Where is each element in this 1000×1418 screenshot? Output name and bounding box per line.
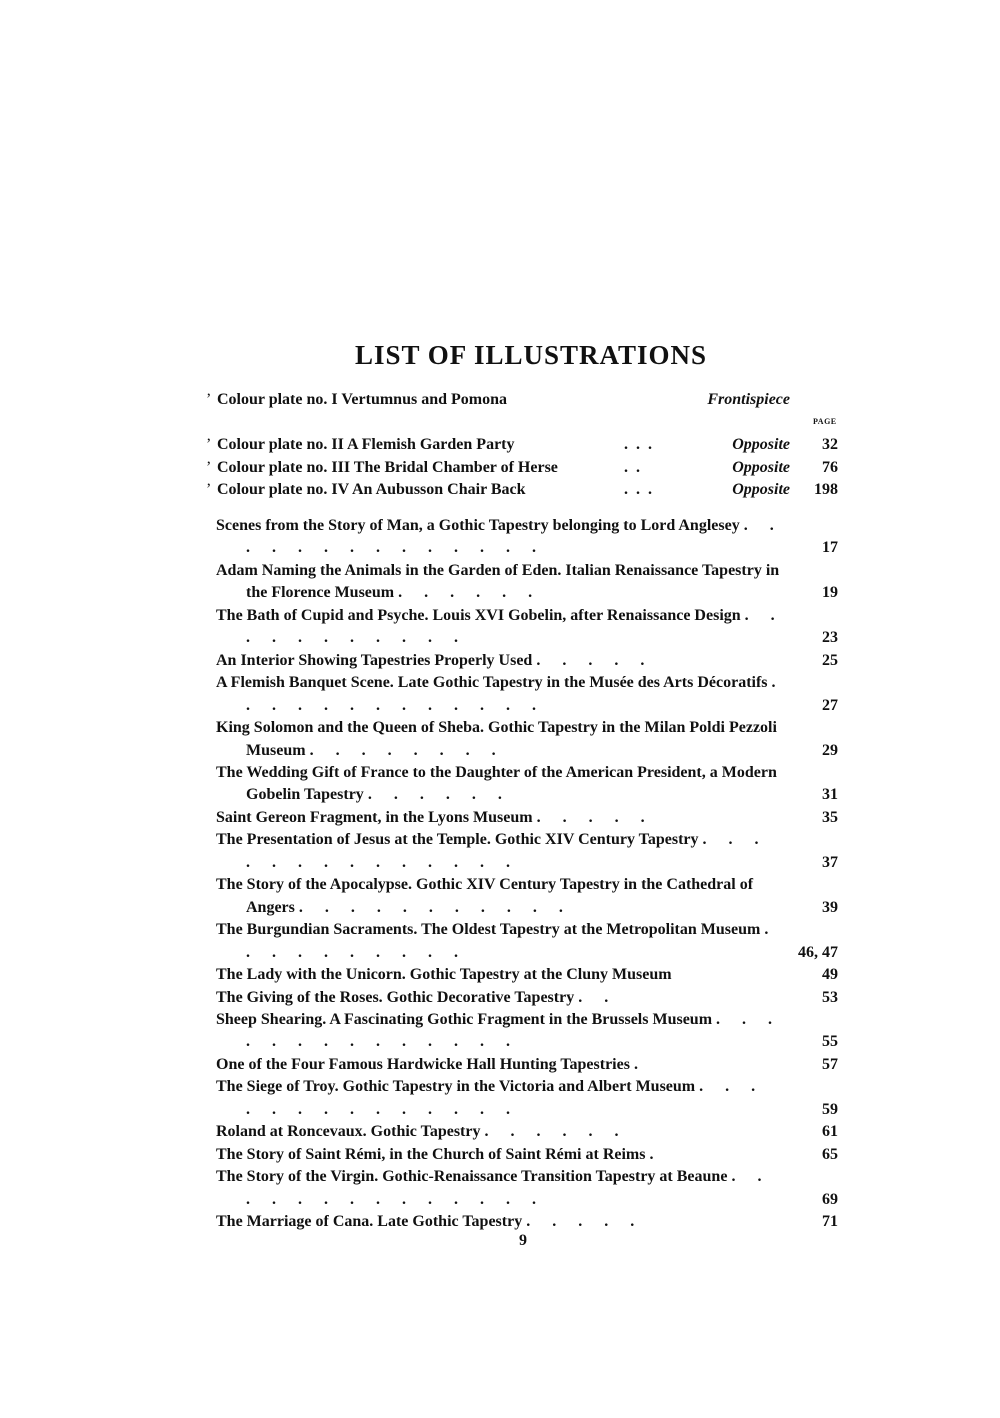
illustration-page-number: 25: [822, 651, 838, 669]
leader-dots: .: [649, 1145, 663, 1163]
plate-title: Colour plate no. II A Flemish Garden Party: [217, 436, 515, 453]
illustration-title: The Lady with the Unicorn. Gothic Tapestry at the Cluny Museum: [216, 966, 672, 984]
illustration-page-number: 29: [822, 741, 838, 759]
illustration-title: Saint Gereon Fragment, in the Lyons Museum: [216, 808, 533, 826]
leader-dots: . . . . . . . . . . . . . .: [246, 831, 768, 871]
illustration-page-number: 71: [822, 1213, 838, 1231]
leader-dots: . . . . . . . .: [309, 741, 505, 759]
illustration-page-number: 55: [822, 1033, 838, 1051]
leader-dots: . . . . . . . . . . . . . .: [246, 1168, 771, 1208]
leader-dots: . . . . . . . . . . . . . .: [246, 517, 783, 557]
leader-dots: . . .: [624, 436, 654, 453]
plate-position: Opposite: [732, 481, 790, 498]
plate-title: Colour plate no. III The Bridal Chamber of Herse: [217, 459, 558, 476]
illustration-entry: [216, 762, 838, 807]
illustration-page-number: 53: [822, 988, 838, 1006]
leader-dots: . . . . . . . . . . . . . .: [246, 1078, 765, 1118]
plate-mark: ’: [206, 459, 212, 476]
illustration-entry: [216, 1211, 838, 1233]
illustration-entry: [216, 1144, 838, 1166]
illustration-entry: [216, 919, 838, 964]
illustration-page-number: 17: [822, 539, 838, 557]
illustration-title: The Story of the Apocalypse. Gothic XIV Century Tapestry in the Cathedral of Angers: [216, 876, 754, 916]
illustration-entry: [216, 807, 838, 829]
illustration-page-number: 65: [822, 1145, 838, 1163]
illustration-entry: [216, 1121, 838, 1143]
illustration-entry: [216, 1076, 838, 1121]
illustration-page-number: 61: [822, 1123, 838, 1141]
colour-plate-entry: [208, 481, 838, 503]
plate-title: Colour plate no. IV An Aubusson Chair Back: [217, 481, 526, 498]
illustration-entry: [216, 560, 838, 605]
plate-page-number: 76: [822, 459, 838, 476]
illustration-title: Sheep Shearing. A Fascinating Gothic Fragment in the Brussels Museum: [216, 1010, 713, 1028]
illustration-title: The Marriage of Cana. Late Gothic Tapestry: [216, 1213, 523, 1231]
page-column-label: PAGE: [813, 417, 837, 426]
leader-dots: . . . . .: [526, 1213, 644, 1231]
illustration-title: The Burgundian Sacraments. The Oldest Tapestry at the Metropolitan Museum: [216, 921, 761, 939]
plate-mark: ’: [206, 481, 212, 498]
illustration-page-number: 49: [822, 966, 838, 984]
leader-dots: . .: [624, 459, 642, 476]
leader-dots: . . . . . .: [484, 1123, 628, 1141]
illustration-entry: [216, 964, 838, 986]
illustrations-list: [216, 515, 838, 1234]
illustration-page-number: 39: [822, 898, 838, 916]
illustration-entry: [216, 829, 838, 874]
illustration-title: One of the Four Famous Hardwicke Hall Hunting Tapestries: [216, 1055, 630, 1073]
leader-dots: . . . . . . . . . . . . . .: [246, 1010, 782, 1051]
leader-dots: . . . . . . . . . . .: [298, 898, 572, 916]
leader-dots: . . . . . . . . . . . . .: [246, 674, 785, 714]
illustration-entry: [216, 987, 838, 1009]
illustration-entry: [216, 515, 838, 560]
leader-dots: .: [633, 1055, 647, 1073]
illustration-page-number: 37: [822, 853, 838, 871]
illustration-page-number: 31: [822, 786, 838, 804]
illustration-entry: [216, 672, 838, 717]
plate-position: Opposite: [732, 436, 790, 453]
illustration-entry: [216, 605, 838, 650]
leader-dots: . . .: [624, 481, 654, 498]
colour-plate-entry: [208, 436, 838, 458]
page-title: LIST OF ILLUSTRATIONS: [354, 340, 708, 370]
illustration-page-number: 23: [822, 629, 838, 647]
illustration-title: The Bath of Cupid and Psyche. Louis XVI Gobelin, after Renaissance Design: [216, 606, 741, 624]
illustration-title: An Interior Showing Tapestries Properly Used: [216, 651, 533, 669]
illustration-title: Roland at Roncevaux. Gothic Tapestry: [216, 1123, 481, 1141]
illustration-title: The Story of Saint Rémi, in the Church of Saint Rémi at Reims: [216, 1145, 646, 1163]
leader-dots: . .: [578, 988, 618, 1006]
illustration-entry: [216, 874, 838, 919]
leader-dots: . . . . . . . . . .: [246, 921, 778, 961]
illustration-title: King Solomon and the Queen of Sheba. Gothic Tapestry in the Milan Poldi Pezzoli Museum: [216, 719, 777, 759]
leader-dots: . . . . . .: [398, 584, 542, 602]
illustration-page-number: 59: [822, 1100, 838, 1118]
illustration-title: The Siege of Troy. Gothic Tapestry in the Victoria and Albert Museum: [216, 1078, 696, 1096]
colour-plate-entry: [208, 391, 838, 413]
illustration-entry: [216, 1009, 838, 1054]
illustration-title: Scenes from the Story of Man, a Gothic Tapestry belonging to Lord Anglesey: [216, 517, 740, 534]
illustration-page-number: 46, 47: [798, 943, 838, 961]
page-number: 9: [519, 1232, 527, 1249]
illustration-title: A Flemish Banquet Scene. Late Gothic Tapestry in the Musée des Arts Décoratifs: [216, 674, 768, 692]
leader-dots: . . . . .: [536, 651, 654, 669]
illustration-page-number: 19: [822, 584, 838, 602]
illustration-page-number: 27: [822, 696, 838, 714]
leader-dots: . . . . . .: [367, 786, 511, 804]
illustration-page-number: 35: [822, 808, 838, 826]
plate-page-number: 198: [814, 481, 838, 498]
plate-title: Colour plate no. I Vertumnus and Pomona: [217, 391, 507, 408]
illustration-title: Adam Naming the Animals in the Garden of Eden. Italian Renaissance Tapestry in the Florence Museum: [216, 561, 780, 602]
plate-mark: ’: [206, 436, 212, 453]
plate-position: Opposite: [732, 459, 790, 476]
leader-dots: . . . . .: [536, 808, 654, 826]
illustration-page-number: 57: [822, 1055, 838, 1073]
illustration-entry: [216, 1054, 838, 1076]
leader-dots: . . . . . . . . . . .: [246, 606, 784, 647]
plate-mark: ’: [206, 391, 212, 408]
illustration-entry: [216, 650, 838, 672]
illustration-title: The Giving of the Roses. Gothic Decorative Tapestry: [216, 988, 575, 1006]
plate-page-number: 32: [822, 436, 838, 453]
illustration-title: The Story of the Virgin. Gothic-Renaissance Transition Tapestry at Beaune: [216, 1168, 728, 1186]
plate-position: Frontispiece: [707, 391, 790, 408]
illustration-page-number: 69: [822, 1190, 838, 1208]
illustration-entry: [216, 717, 838, 762]
colour-plate-entry: [208, 459, 838, 481]
illustration-title: The Wedding Gift of France to the Daughter of the American President, a Modern Gobelin Tapestry: [216, 763, 777, 804]
illustration-title: The Presentation of Jesus at the Temple. Gothic XIV Century Tapestry: [216, 831, 699, 849]
illustration-entry: [216, 1166, 838, 1211]
